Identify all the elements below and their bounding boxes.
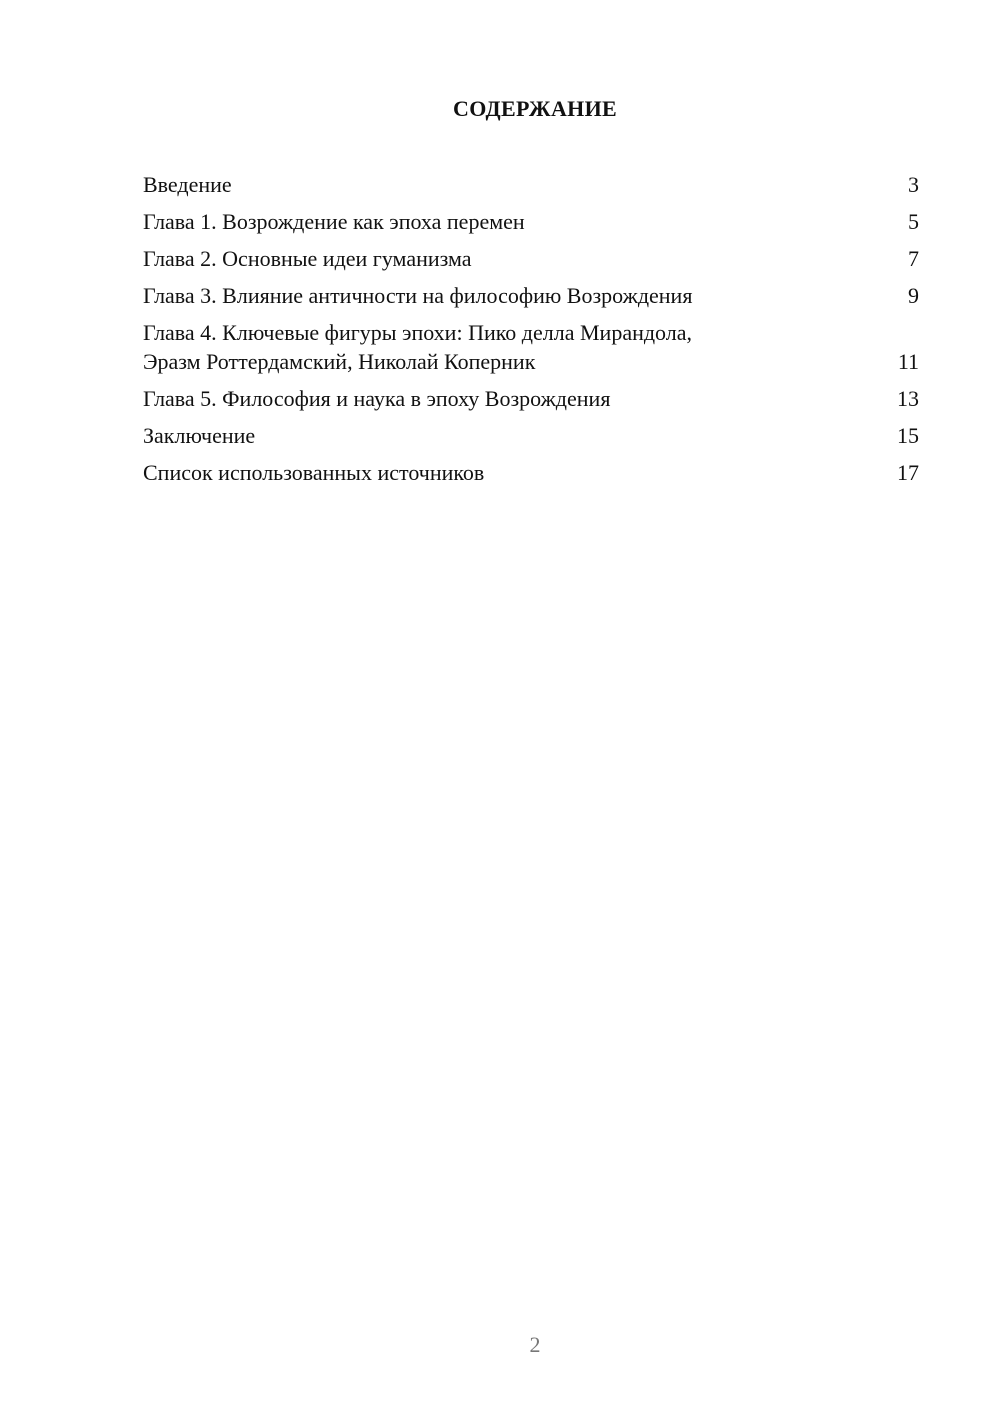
toc-entry-label [143,207,889,236]
toc-entry-line: Глава 4. Ключевые фигуры эпохи: Пико делла Мирандола, [143,320,693,345]
toc-entry-chapter-1 [143,207,919,236]
toc-entry-page: 5 [908,209,919,234]
toc-entry-line: Эразм Роттердамский, Николай Коперник [143,349,536,374]
toc-entry-page: 9 [908,283,919,308]
toc-entry-label [143,384,889,413]
toc-entry-line: Заключение [143,423,256,448]
toc-entry-label [143,244,889,273]
toc-entry-line: Глава 5. Философия и наука в эпоху Возрождения [143,386,611,411]
table-of-contents [143,170,919,495]
toc-entry-chapter-2 [143,244,919,273]
toc-entry-line: Глава 2. Основные идеи гуманизма [143,246,472,271]
toc-entry-page: 7 [908,246,919,271]
page-number: 2 [529,1332,541,1357]
toc-entry-chapter-5 [143,384,919,413]
toc-entry-label [143,318,889,376]
page-title: СОДЕРЖАНИЕ [453,96,617,121]
toc-entry-page: 15 [897,423,919,448]
toc-entry-line: Введение [143,172,232,197]
toc-entry-page: 17 [897,460,919,485]
toc-entry-page: 13 [897,386,919,411]
toc-entry-references [143,458,919,487]
toc-entry-label [143,281,889,310]
toc-entry-label [143,458,889,487]
toc-entry-page: 11 [897,349,919,374]
toc-entry-label [143,421,889,450]
toc-entry-line: Список использованных источников [143,460,485,485]
toc-entry-line: Глава 3. Влияние античности на философию Возрождения [143,283,693,308]
toc-entry-line: Глава 1. Возрождение как эпоха перемен [143,209,525,234]
toc-entry-conclusion [143,421,919,450]
toc-entry-label [143,170,889,199]
toc-entry-page: 3 [908,172,919,197]
toc-entry-chapter-3 [143,281,919,310]
toc-entry-introduction [143,170,919,199]
toc-entry-chapter-4 [143,318,919,376]
